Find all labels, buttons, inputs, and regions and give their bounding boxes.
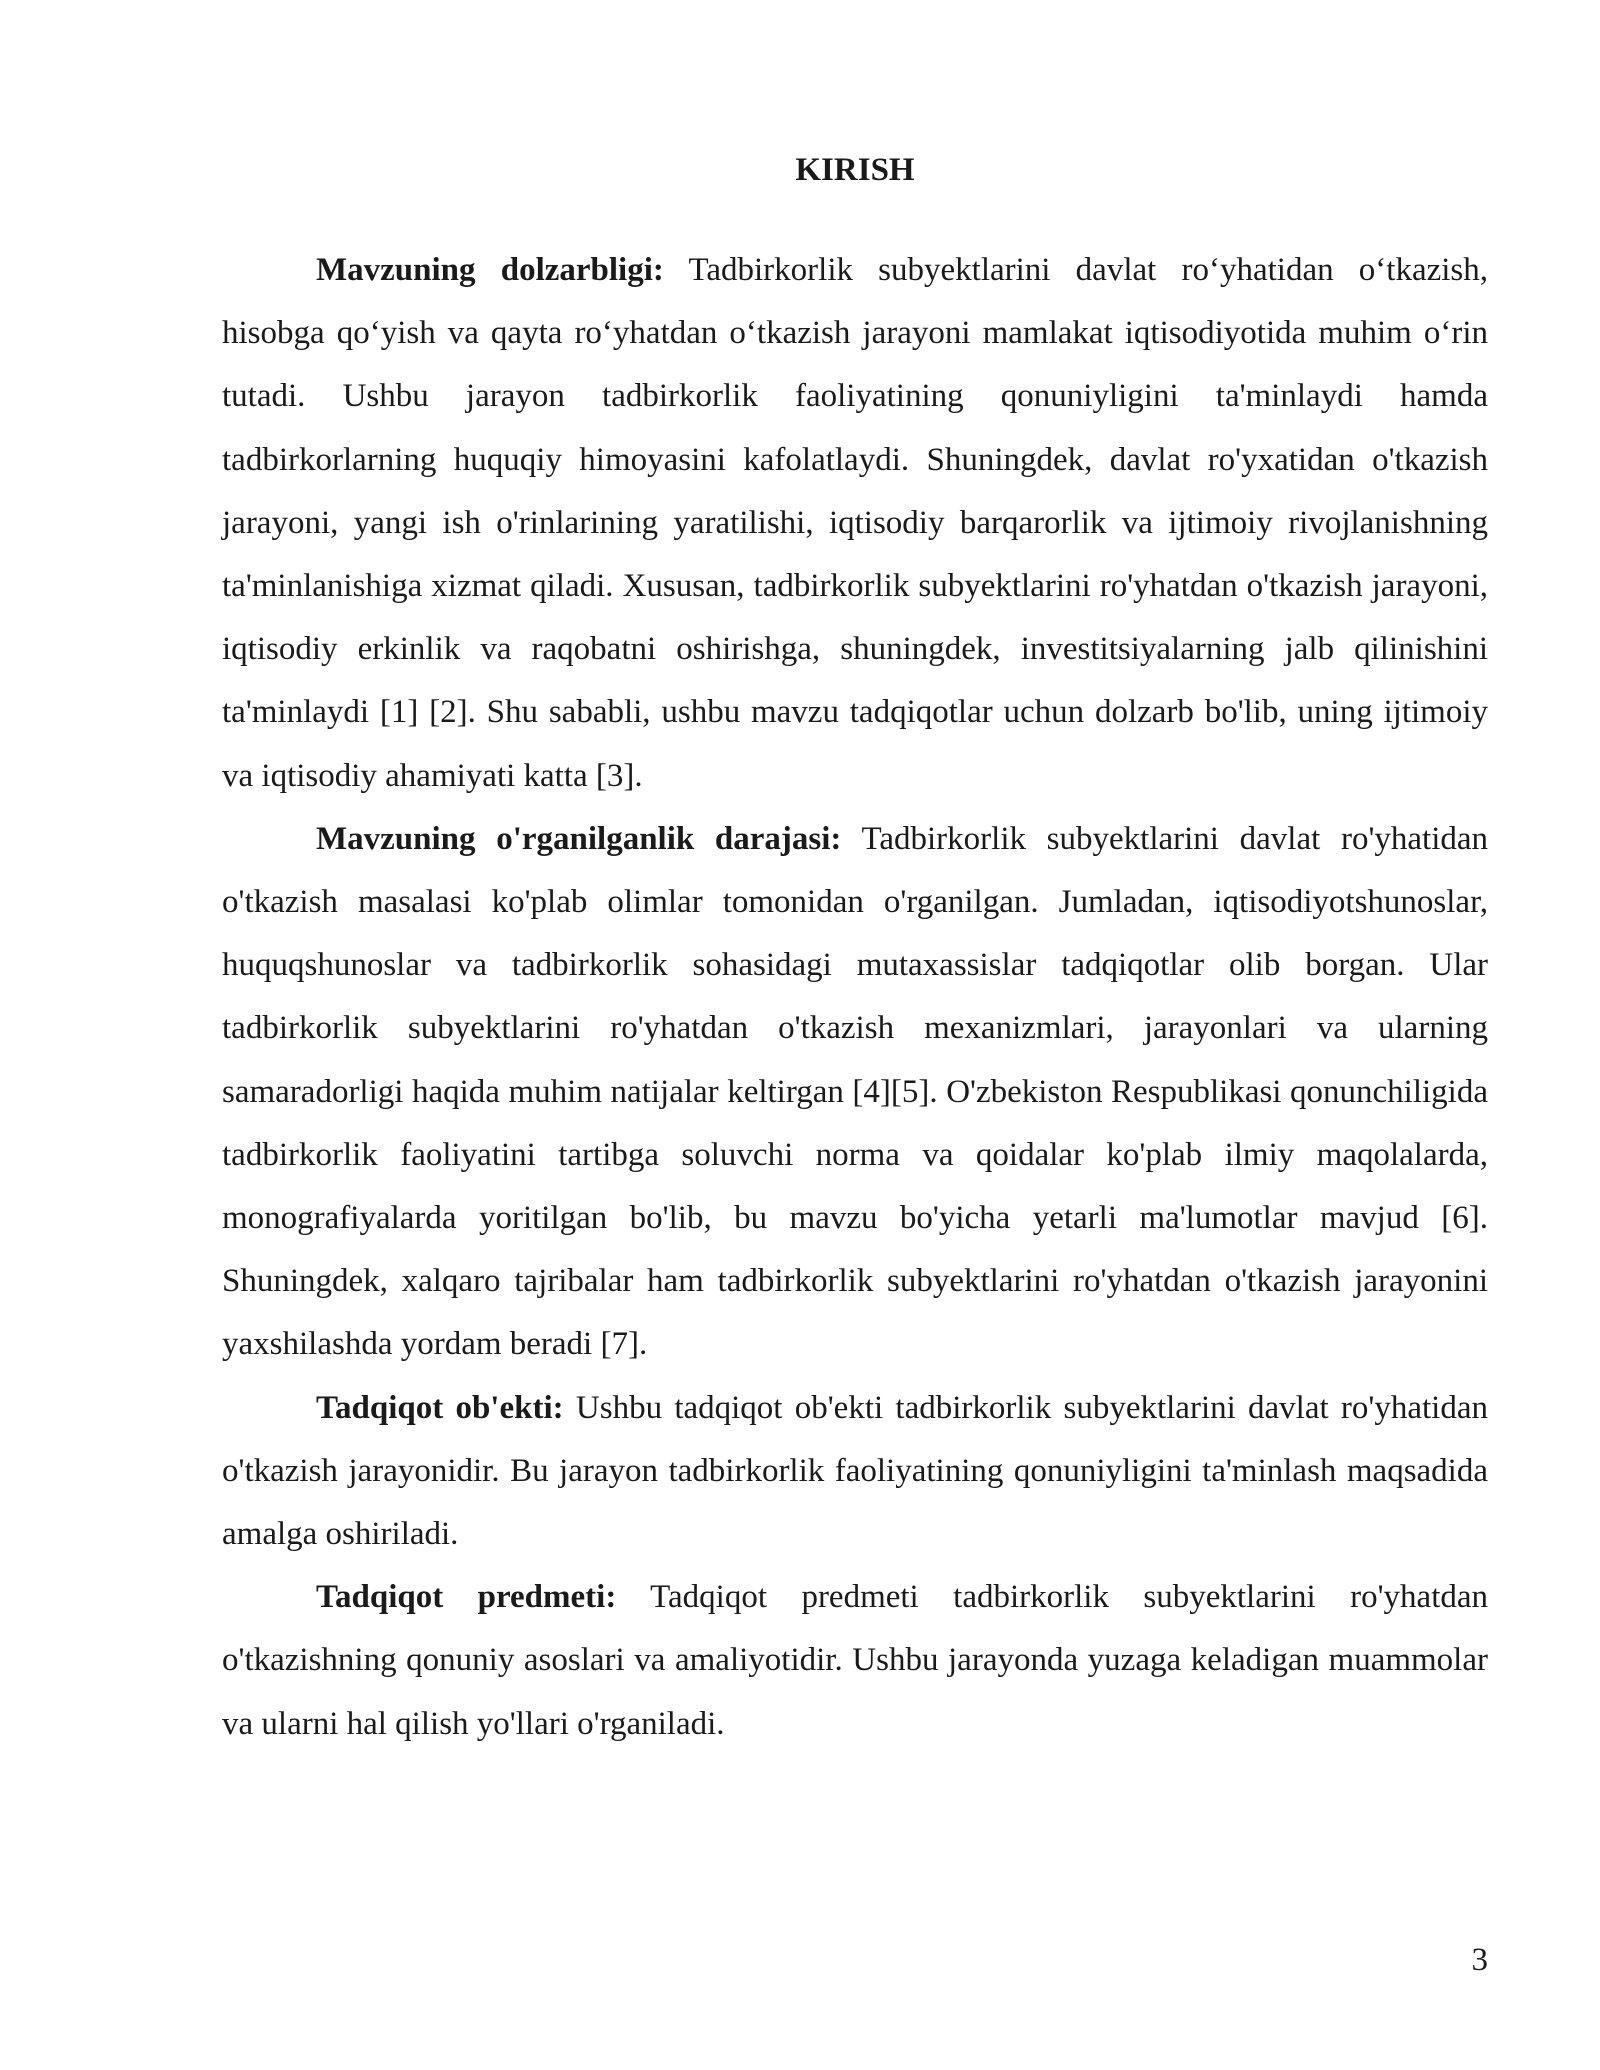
paragraph-text: Tadbirkorlik subyektlarini davlat ro'yhatidan o'tkazish masalasi ko'plab olimlar tomonidan o'rganilgan. Jumladan, iqtisodiyotshunoslar, huquqshunoslar va tadbirkorlik sohasidagi mutaxassislar tadqiqotlar olib borgan. Ular tadbirkorlik subyektlarini ro'yhatdan o'tkazish mexanizmlari, jarayonlari va ularning samaradorligi haqida muhim natijalar keltirgan [4][5]. O'zbekiston Respublikasi qonunchiligida tadbirkorlik faoliyatini tartibga soluvchi norma va qoidalar ko'plab ilmiy maqolalarda, monografiyalarda yoritilgan bo'lib, bu mavzu bo'yicha yetarli ma'lumotlar mavjud [6]. Shuningdek, xalqaro tajribalar ham tadbirkorlik subyektlarini ro'yhatdan o'tkazish jarayonini yaxshilashda yordam beradi [7]. — [222, 820, 1489, 1363]
document-page — [222, 0, 1488, 2070]
paragraph-text: Ushbu tadqiqot ob'ekti tadbirkorlik subyektlarini davlat ro'yhatidan o'tkazish jarayonidir. Bu jarayon tadbirkorlik faoliyatining qonuniyligini ta'minlash maqsadida amalga oshiriladi. — [222, 1389, 1488, 1553]
page-number: 3 — [1471, 1942, 1488, 1978]
paragraph-research-subject — [222, 1566, 1488, 1756]
paragraph-research-object — [222, 1377, 1488, 1567]
paragraph-heading: Mavzuning dolzarbligi: — [316, 252, 664, 288]
paragraph-study-level — [222, 808, 1488, 1377]
paragraph-text: Tadqiqot predmeti tadbirkorlik subyektlarini ro'yhatdan o'tkazishning qonuniy asoslari va amaliyotidir. Ushbu jarayonda yuzaga keladigan muammolar va ularni hal qilish yo'llari o'rganiladi. — [222, 1579, 1489, 1742]
paragraph-text: Tadbirkorlik subyektlarini davlat ro‘yhatidan o‘tkazish, hisobga qo‘yish va qayta ro‘yhatdan o‘tkazish jarayoni mamlakat iqtisodiyotida muhim o‘rin tutadi. Ushbu jarayon tadbirkorlik faoliyatining qonuniyligini ta'minlaydi hamda tadbirkorlarning huquqiy himoyasini kafolatlaydi. Shuningdek, davlat ro'yxatidan o'tkazish jarayoni, yangi ish o'rinlarining yaratilishi, iqtisodiy barqarorlik va ijtimoiy rivojlanishning ta'minlanishiga xizmat qiladi. Xususan, tadbirkorlik subyektlarini ro'yhatdan o'tkazish jarayoni, iqtisodiy erkinlik va raqobatni oshirishga, shuningdek, investitsiyalarning jalb qilinishini ta'minlaydi [1] [2]. Shu sababli, ushbu mavzu tadqiqotlar uchun dolzarb bo'lib, uning ijtimoiy va iqtisodiy ahamiyati katta [3]. — [222, 252, 1489, 794]
paragraph-relevance — [222, 239, 1488, 808]
paragraph-heading: Mavzuning o'rganilganlik darajasi: — [316, 820, 842, 857]
paragraph-heading: Tadqiqot ob'ekti: — [316, 1389, 564, 1426]
paragraph-heading: Tadqiqot predmeti: — [316, 1579, 617, 1616]
document-body — [222, 239, 1488, 1756]
page-title: KIRISH — [795, 152, 915, 188]
